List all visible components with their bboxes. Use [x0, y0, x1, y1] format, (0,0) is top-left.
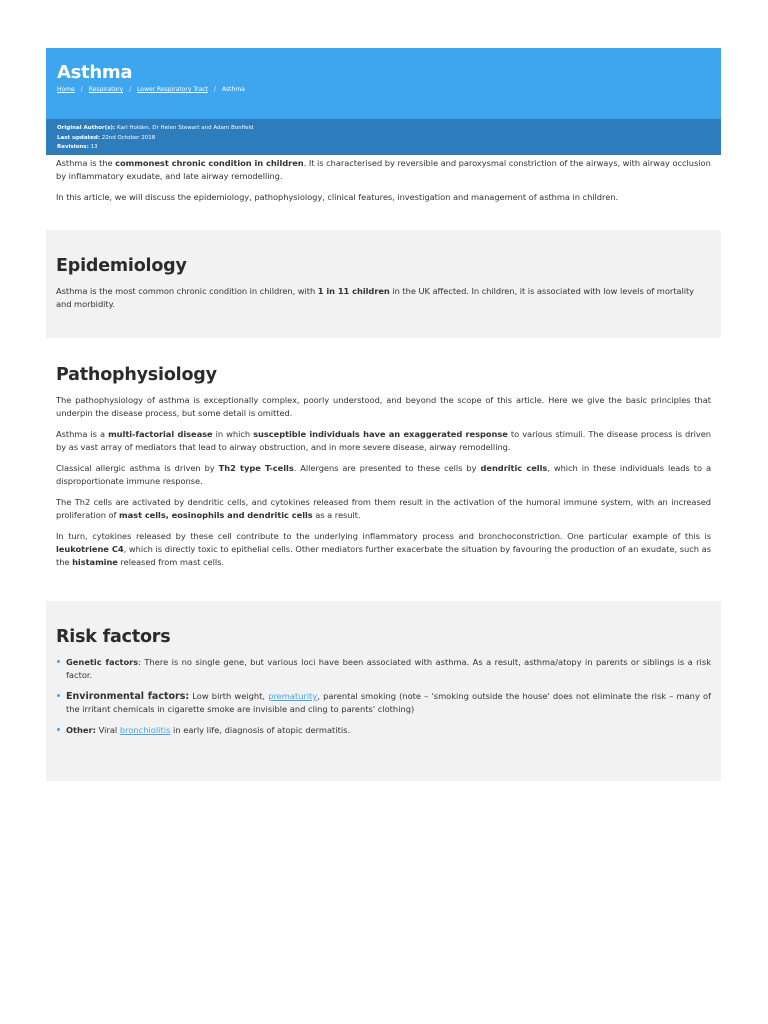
bold-text: 1 in 11 children: [317, 286, 390, 296]
revisions-count: 13: [90, 144, 98, 150]
updated-date: 22nd October 2018: [101, 134, 156, 141]
breadcrumb-separator: /: [129, 86, 132, 93]
text-span: in the UK affected. In children, it is associated with low levels of mortality and morbidity.: [56, 286, 695, 309]
pathophysiology-section: [46, 356, 721, 586]
risk-factors-list: [56, 656, 711, 737]
breadcrumb-current: Asthma: [221, 86, 245, 93]
authors-line: [57, 124, 254, 134]
list-item: [56, 724, 711, 737]
bold-text: mast cells, eosinophils and dendritic cells: [119, 510, 313, 520]
patho-paragraph-2: [56, 428, 711, 454]
intro-paragraph-2: In this article, we will discuss the epidemiology, pathophysiology, clinical features, investigation and management of asthma in children.: [56, 192, 619, 202]
revisions-label: Revisions:: [57, 144, 89, 150]
bullet-icon: [57, 694, 60, 697]
text-span: released from mast cells.: [117, 557, 224, 567]
text-span: Viral: [95, 725, 120, 735]
text-span: in which: [212, 429, 254, 439]
bold-text: dendritic cells: [480, 463, 548, 473]
list-item: [56, 656, 711, 682]
intro-section: [46, 157, 721, 212]
article-meta-bar: [46, 119, 721, 155]
prematurity-link[interactable]: prematurity: [268, 691, 318, 701]
bold-text: commonest chronic condition in children: [115, 158, 304, 168]
list-item: [56, 690, 711, 716]
text-span: , parental smoking (note – 'smoking outside the house' does not eliminate the risk – many of the irritant chemicals in cigarette smoke are invisible and cling to parents' clothing): [66, 691, 711, 714]
text-span: , which in these individuals leads to a disproportionate immune response.: [56, 463, 712, 486]
text-span: Classical allergic asthma is driven by: [56, 463, 219, 473]
epidemiology-paragraph: [56, 285, 711, 311]
breadcrumb-lower-respiratory-link[interactable]: Lower Respiratory Tract: [137, 86, 208, 93]
updated-line: [57, 134, 254, 144]
bold-text: multi-factorial disease: [108, 429, 213, 439]
bullet-icon: [57, 660, 60, 663]
epidemiology-section: [46, 230, 721, 338]
patho-paragraph-3: [56, 462, 711, 488]
text-span: The Th2 cells are activated by dendritic cells, and cytokines released from them result in the activation of the humoral immune system, with an increased proliferation of: [56, 497, 711, 520]
bronchiolitis-link[interactable]: bronchiolitis: [119, 725, 171, 735]
pathophysiology-heading: Pathophysiology: [56, 365, 217, 385]
text-span: Low birth weight,: [189, 691, 269, 701]
article-header: [46, 48, 721, 120]
patho-paragraph-4: [56, 496, 711, 522]
bold-text: Other:: [66, 725, 96, 735]
text-span: to various stimuli. The disease process is driven by as vast array of mediators that lead to airway obstruction, and in more severe disease, airway remodelling.: [56, 429, 711, 452]
authors: Karl Holden, Dr Helen Stewart and Adam Bonfield: [116, 125, 254, 131]
epidemiology-heading: Epidemiology: [56, 256, 187, 276]
text-span: Asthma is a: [56, 429, 109, 439]
text-span: in early life, diagnosis of atopic dermatitis.: [170, 725, 351, 735]
breadcrumb-separator: /: [80, 86, 83, 93]
text-span: , which is directly toxic to epithelial cells. Other mediators further exacerbate the situation by favouring the production of an exudate, such as the: [56, 544, 711, 567]
bold-text: Th2 type T-cells: [218, 463, 294, 473]
risk-factors-heading: Risk factors: [56, 627, 171, 647]
bold-text: histamine: [72, 557, 118, 567]
text-span: Asthma is the: [56, 158, 116, 168]
breadcrumb-separator: /: [213, 86, 216, 93]
bold-text: Genetic factors: [66, 657, 139, 667]
authors-label: Original Author(s):: [57, 125, 116, 131]
revisions-line: [57, 143, 254, 153]
breadcrumb-home-link[interactable]: Home: [57, 86, 75, 93]
intro-paragraph-1: [56, 157, 711, 183]
text-span: Asthma is the most common chronic condition in children, with: [56, 286, 318, 296]
text-span: . Allergens are presented to these cells by: [293, 463, 481, 473]
page-title: Asthma: [57, 62, 133, 83]
text-span: . It is characterised by reversible and paroxysmal constriction of the airways, with airway occlusion by inflammatory exudate, and late airway remodelling.: [56, 158, 711, 181]
breadcrumb-respiratory-link[interactable]: Respiratory: [88, 86, 124, 93]
patho-paragraph-1: The pathophysiology of asthma is exceptionally complex, poorly understood, and beyond the scope of this article. Here we give the basic principles that underpin the disease process, but some detail is omitted.: [56, 395, 711, 418]
bullet-icon: [57, 728, 60, 731]
bold-text: Environmental factors:: [66, 691, 190, 702]
bold-text: susceptible individuals have an exaggerated response: [253, 429, 508, 439]
text-span: : There is no single gene, but various loci have been associated with asthma. As a result, asthma/atopy in parents or siblings is a risk factor.: [66, 657, 711, 680]
breadcrumb: [57, 86, 245, 93]
bold-text: leukotriene C4: [56, 544, 124, 554]
risk-factors-section: [46, 601, 721, 781]
text-span: as a result.: [312, 510, 361, 520]
patho-paragraph-5: [56, 530, 711, 569]
updated-label: Last updated:: [57, 134, 101, 141]
text-span: In turn, cytokines released by these cell contribute to the underlying inflammatory process and bronchoconstriction. One particular example of this is: [56, 531, 711, 541]
